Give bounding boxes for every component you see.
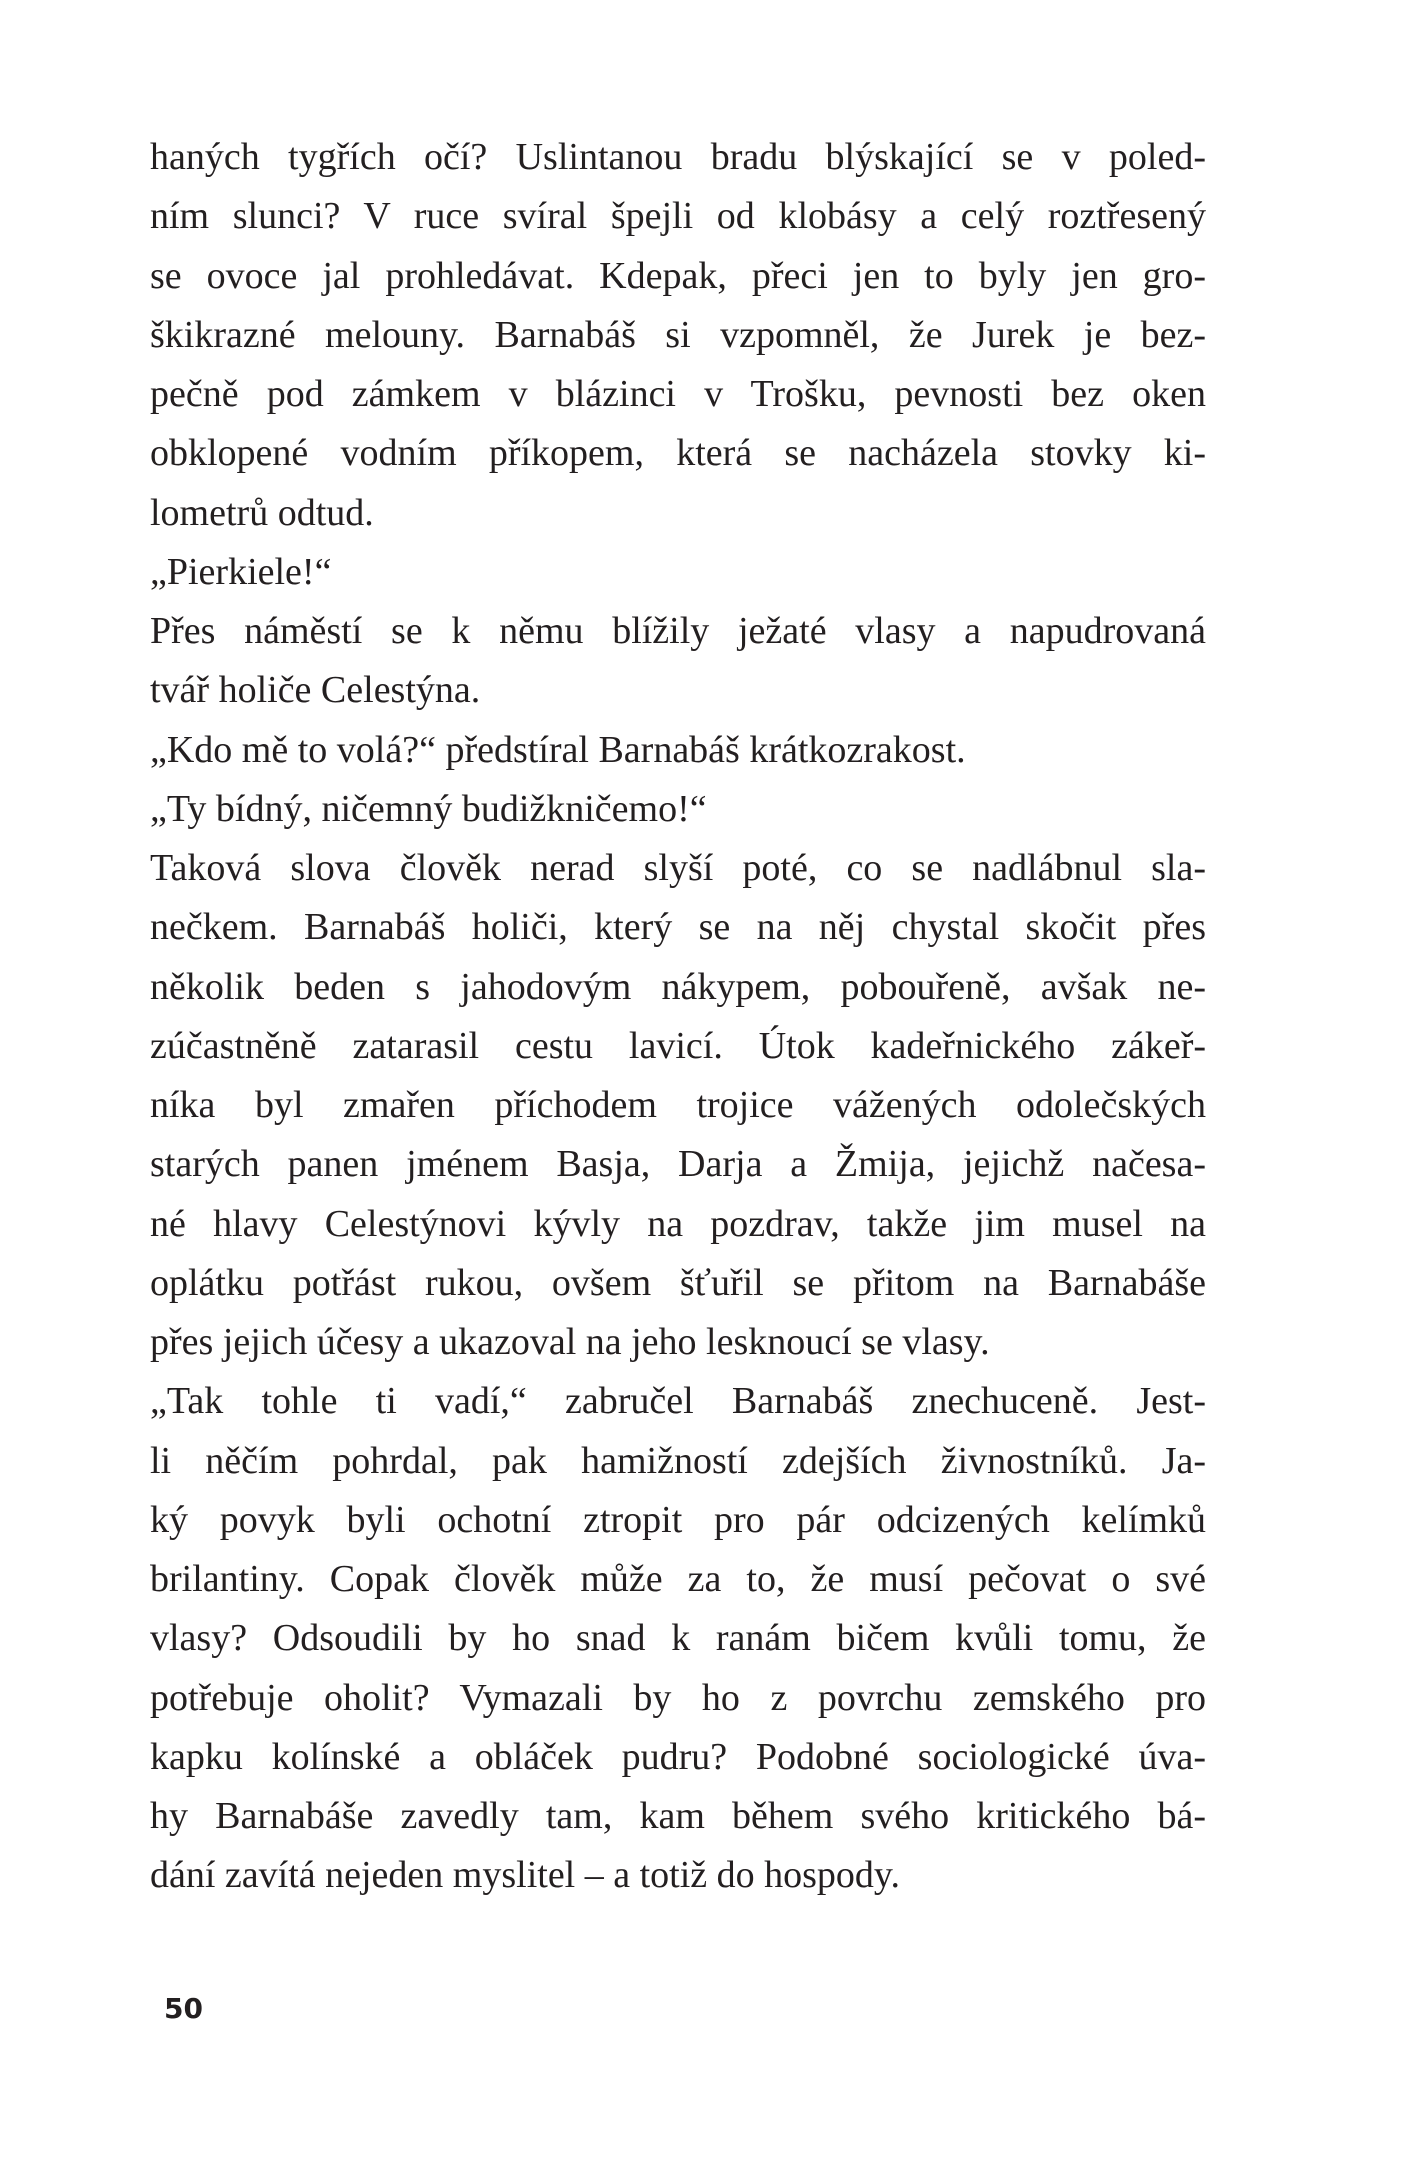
page-number: 50 [164, 1992, 203, 2025]
text-line: oplátku potřást rukou, ovšem šťuřil se přitom na Barnabáše [150, 1261, 1206, 1304]
text-line: hy Barnabáše zavedly tam, kam během svého kritického bá- [150, 1795, 1206, 1837]
text-line: obklopené vodním příkopem, která se nacházela stovky ki- [150, 432, 1206, 475]
text-line: starých panen jménem Basja, Darja a Žmija, jejichž načesa- [150, 1143, 1206, 1186]
text-line: ním slunci? V ruce svíral špejli od klobásy a celý roztřesený [150, 195, 1206, 238]
text-line: „Pierkiele!“ [150, 550, 332, 593]
body-text [150, 128, 1206, 1906]
text-line: potřebuje oholit? Vymazali by ho z povrchu zemského pro [150, 1676, 1206, 1719]
text-line: škikrazné melouny. Barnabáš si vzpomněl, že Jurek je bez- [150, 313, 1206, 356]
text-line: dání zavítá nejeden myslitel – a totiž do hospody. [150, 1854, 900, 1897]
text-line: „Kdo mě to volá?“ předstíral Barnabáš krátkozrakost. [150, 728, 966, 771]
text-line: „Tak tohle ti vadí,“ zabručel Barnabáš znechuceně. Jest- [150, 1380, 1206, 1423]
text-line: ký povyk byli ochotní ztropit pro pár odcizených kelímků [150, 1498, 1206, 1541]
text-line: haných tygřích očí? Uslintanou bradu blýskající se v poled- [150, 136, 1206, 178]
text-line: brilantiny. Copak člověk může za to, že musí pečovat o své [150, 1558, 1206, 1600]
text-line: pečně pod zámkem v blázinci v Trošku, pevnosti bez oken [150, 373, 1206, 415]
text-line: kapku kolínské a obláček pudru? Podobné sociologické úva- [150, 1735, 1206, 1778]
text-line: několik beden s jahodovým nákypem, pobouřeně, avšak ne- [150, 965, 1206, 1008]
text-line: „Ty bídný, ničemný budižkničemo!“ [150, 787, 707, 830]
text-line: níka byl zmařen příchodem trojice vážených odolečských [150, 1084, 1206, 1126]
text-line: tvář holiče Celestýna. [150, 669, 481, 712]
text-line: li něčím pohrdal, pak hamižností zdejších živnostníků. Ja- [150, 1439, 1206, 1482]
text-line: Přes náměstí se k němu blížily ježaté vlasy a napudrovaná [150, 610, 1206, 652]
text-line: né hlavy Celestýnovi kývly na pozdrav, takže jim musel na [150, 1202, 1206, 1245]
text-line: lometrů odtud. [150, 491, 374, 534]
text-line: vlasy? Odsoudili by ho snad k ranám bičem kvůli tomu, že [150, 1617, 1206, 1660]
text-line: Taková slova člověk nerad slyší poté, co se nadlábnul sla- [150, 847, 1206, 889]
text-line: zúčastněně zatarasil cestu lavicí. Útok kadeřnického zákeř- [150, 1024, 1206, 1067]
text-line: se ovoce jal prohledávat. Kdepak, přeci jen to byly jen gro- [150, 254, 1206, 297]
text-line: nečkem. Barnabáš holiči, který se na něj chystal skočit přes [150, 906, 1206, 949]
text-line: přes jejich účesy a ukazoval na jeho lesknoucí se vlasy. [150, 1321, 990, 1363]
